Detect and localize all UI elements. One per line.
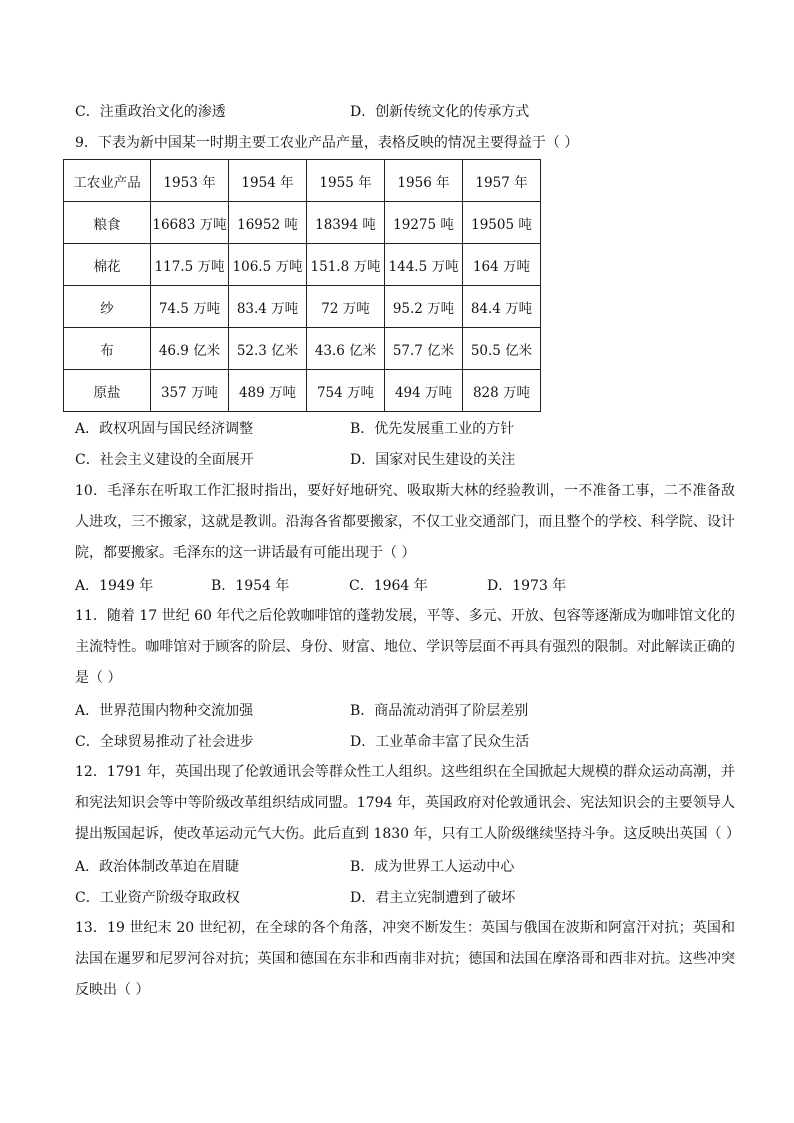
table-cell: 357 万吨 [151,370,229,412]
q12-option-a[interactable]: A．政治体制改革迫在眉睫 [75,859,240,875]
table-cell: 754 万吨 [307,370,385,412]
table-cell: 粮食 [64,202,151,244]
q9-option-b[interactable]: B．优先发展重工业的方针 [350,421,515,437]
table-cell: 16683 万吨 [151,202,229,244]
q9-option-d[interactable]: D．国家对民生建设的关注 [350,452,516,468]
table-cell: 18394 吨 [307,202,385,244]
table-cell: 52.3 亿米 [229,328,307,370]
table-cell: 489 万吨 [229,370,307,412]
q10-option-d[interactable]: D．1973 年 [487,578,567,594]
table-row [64,370,541,412]
q8-options-row [75,102,735,122]
q12-option-b[interactable]: B．成为世界工人运动中心 [350,859,515,875]
table-cell: 106.5 万吨 [229,244,307,286]
table-cell: 50.5 亿米 [463,328,541,370]
q11-option-c[interactable]: C．全球贸易推动了社会进步 [75,734,254,750]
table-cell: 布 [64,328,151,370]
q11-options-row-1 [75,701,735,721]
table-cell: 144.5 万吨 [385,244,463,286]
q8-option-d[interactable]: D．创新传统文化的传承方式 [350,104,530,120]
q12-option-c[interactable]: C．工业资产阶级夺取政权 [75,890,240,906]
table-row [64,244,541,286]
q10-option-a[interactable]: A．1949 年 [75,578,154,594]
table-header-cell: 1955 年 [307,160,385,202]
q12-options-row-1 [75,857,735,877]
q9-options-row-1 [75,419,735,439]
table-cell: 164 万吨 [463,244,541,286]
q12-options-row-2 [75,888,735,908]
table-cell: 16952 吨 [229,202,307,244]
table-cell: 72 万吨 [307,286,385,328]
table-cell: 46.9 亿米 [151,328,229,370]
q11-option-a[interactable]: A．世界范围内物种交流加强 [75,703,254,719]
table-cell: 151.8 万吨 [307,244,385,286]
table-row [64,328,541,370]
table-cell: 83.4 万吨 [229,286,307,328]
table-cell: 95.2 万吨 [385,286,463,328]
table-cell: 19275 吨 [385,202,463,244]
q11-options-row-2 [75,732,735,752]
table-header-cell: 工农业产品 [64,160,151,202]
q10-options-row [75,576,735,596]
table-cell: 棉花 [64,244,151,286]
q9-option-c[interactable]: C．社会主义建设的全面展开 [75,452,254,468]
q9-stem: 9．下表为新中国某一时期主要工农业产品产量，表格反映的情况主要得益于（ ） [75,135,579,151]
table-header-row [64,160,541,202]
table-header-cell: 1956 年 [385,160,463,202]
table-cell: 494 万吨 [385,370,463,412]
table-cell: 19505 吨 [463,202,541,244]
table-header-cell: 1954 年 [229,160,307,202]
table-cell: 74.5 万吨 [151,286,229,328]
q11-stem: 11．随着 17 世纪 60 年代之后伦敦咖啡馆的蓬勃发展，平等、多元、开放、包容等逐渐成为咖啡馆文化的主流特性。咖啡馆对于顾客的阶层、身份、财富、地位、学识等层面不再具有强烈的限制。对此解读正确的是（ ） [75,608,735,686]
q10-option-b[interactable]: B．1954 年 [211,578,290,594]
table-cell: 原盐 [64,370,151,412]
table-cell: 纱 [64,286,151,328]
q9-options-row-2 [75,450,735,470]
q11-option-b[interactable]: B．商品流动消弭了阶层差别 [350,703,529,719]
table-cell: 84.4 万吨 [463,286,541,328]
q8-option-c[interactable]: C．注重政治文化的渗透 [75,104,226,120]
table-row [64,286,541,328]
table-cell: 117.5 万吨 [151,244,229,286]
table-cell: 43.6 亿米 [307,328,385,370]
q10-stem: 10．毛泽东在听取工作汇报时指出，要好好地研究、吸取斯大林的经验教训，一不准备工事，二不准备敌人进攻，三不搬家，这就是教训。沿海各省都要搬家，不仅工业交通部门，而且整个的学校、科学院、设计院，都要搬家。毛泽东的这一讲话最有可能出现于（ ） [75,483,735,561]
table-row [64,202,541,244]
q13-stem: 13．19 世纪末 20 世纪初，在全球的各个角落，冲突不断发生：英国与俄国在波斯和阿富汗对抗；英国和法国在暹罗和尼罗河谷对抗；英国和德国在东非和西南非对抗；德国和法国在摩洛哥和西非对抗。这些冲突反映出（ ） [75,920,735,998]
q9-production-table [63,159,541,412]
q12-option-d[interactable]: D．君主立宪制遭到了破坏 [350,890,516,906]
table-cell: 57.7 亿米 [385,328,463,370]
table-header-cell: 1957 年 [463,160,541,202]
table-cell: 828 万吨 [463,370,541,412]
table-header-cell: 1953 年 [151,160,229,202]
q12-stem: 12．1791 年，英国出现了伦敦通讯会等群众性工人组织。这些组织在全国掀起大规模的群众运动高潮，并和宪法知识会等中等阶级改革组织结成同盟。1794 年，英国政府对伦敦通讯会、宪法知识会的主要领导人提出叛国起诉，使改革运动元气大伤。此后直到 1830 年，只有工人阶级继续坚持斗争。这反映出英国（ ） [75,764,740,842]
q10-option-c[interactable]: C．1964 年 [349,578,428,594]
q9-option-a[interactable]: A．政权巩固与国民经济调整 [75,421,254,437]
q11-option-d[interactable]: D．工业革命丰富了民众生活 [350,734,530,750]
